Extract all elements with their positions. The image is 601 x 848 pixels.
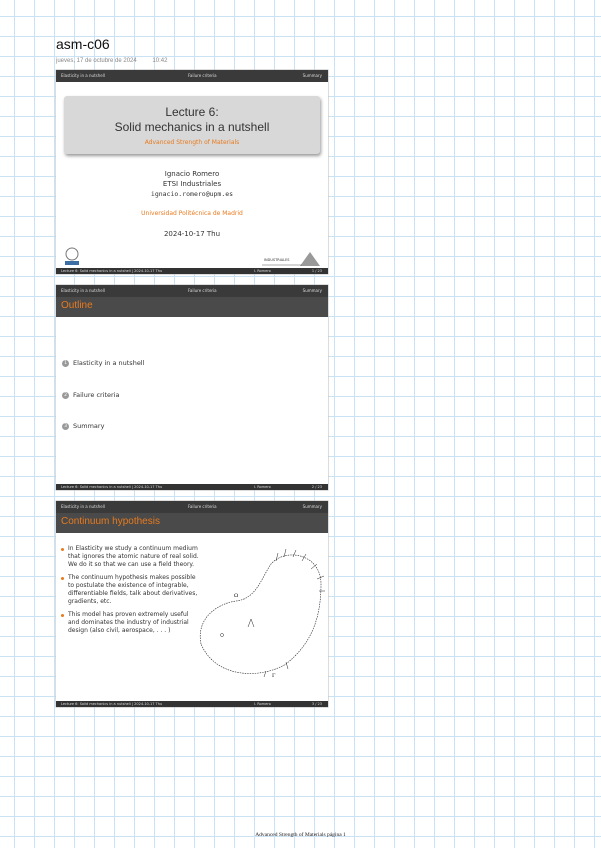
nav-summary[interactable]: Summary bbox=[302, 288, 322, 293]
outline-item[interactable] bbox=[62, 359, 144, 367]
nav-elasticity[interactable]: Elasticity in a nutshell bbox=[61, 504, 105, 509]
note-time: 10:42 bbox=[152, 58, 168, 64]
author-email: ignacio.romero@upm.es bbox=[150, 190, 234, 198]
slide-footer bbox=[56, 701, 328, 707]
course-subtitle: Advanced Strength of Materials bbox=[144, 139, 240, 146]
page-footer: Advanced Strength of Materials página 1 bbox=[255, 832, 346, 838]
nav-failure[interactable]: Failure criteria bbox=[188, 288, 217, 293]
slide-title bbox=[56, 70, 328, 274]
nav-failure[interactable]: Failure criteria bbox=[188, 73, 217, 78]
svg-text:Γ: Γ bbox=[272, 673, 276, 679]
footer-author: I. Romero bbox=[254, 702, 271, 706]
outline-label: Elasticity in a nutshell bbox=[73, 359, 145, 367]
bullet-item: The continuum hypothesis makes possible to postulate the existence of integrable, differentiable fields, talk about derivatives, gradients, etc. bbox=[60, 574, 200, 606]
slide-outline bbox=[56, 285, 328, 490]
institution: ETSI Industriales bbox=[162, 180, 222, 188]
industriales-logo-icon bbox=[262, 250, 322, 268]
svg-text:Ω: Ω bbox=[234, 593, 239, 599]
footer-author: I. Romero bbox=[254, 269, 271, 273]
bullet-item: This model has proven extremely useful and dominates the industry of industrial design (also civil, aerospace, . . . ) bbox=[60, 611, 200, 635]
frame-title-bar bbox=[56, 513, 328, 533]
slide-nav-bar bbox=[56, 285, 328, 297]
footer-page: 2 / 23 bbox=[311, 485, 322, 489]
slide-nav-bar bbox=[56, 70, 328, 82]
slide-footer bbox=[56, 268, 328, 274]
frame-title: Continuum hypothesis bbox=[61, 516, 160, 527]
university: Universidad Politécnica de Madrid bbox=[141, 210, 243, 217]
footer-title: Lecture 6: Solid mechanics in a nutshell | 2024-10-17 Thu bbox=[61, 269, 163, 273]
outline-number: 3 bbox=[62, 423, 69, 430]
bullet-item: In Elasticity we study a continuum medium that ignores the atomic nature of real solid. We do it so that we can use a field theory. bbox=[60, 545, 200, 569]
title-box bbox=[64, 96, 320, 154]
author-name: Ignacio Romero bbox=[164, 170, 220, 178]
industriales-logo-text: INDUSTRIALES bbox=[264, 258, 290, 262]
nav-summary[interactable]: Summary bbox=[302, 73, 322, 78]
outline-number: 1 bbox=[62, 360, 69, 367]
footer-page: 3 / 23 bbox=[311, 702, 322, 706]
upm-logo-icon bbox=[64, 247, 80, 267]
bullet-list bbox=[60, 545, 200, 640]
note-title: asm-c06 bbox=[56, 36, 110, 52]
outline-label: Summary bbox=[73, 422, 105, 430]
nav-elasticity[interactable]: Elasticity in a nutshell bbox=[61, 288, 105, 293]
footer-title: Lecture 6: Solid mechanics in a nutshell | 2024-10-17 Thu bbox=[61, 485, 163, 489]
slide-nav-bar bbox=[56, 501, 328, 513]
footer-author: I. Romero bbox=[254, 485, 271, 489]
lecture-number: Lecture 6: bbox=[165, 105, 219, 119]
nav-elasticity[interactable]: Elasticity in a nutshell bbox=[61, 73, 105, 78]
nav-summary[interactable]: Summary bbox=[302, 504, 322, 509]
footer-title: Lecture 6: Solid mechanics in a nutshell | 2024-10-17 Thu bbox=[61, 702, 163, 706]
note-date: jueves, 17 de octubre de 2024 bbox=[56, 58, 137, 64]
frame-title: Outline bbox=[61, 300, 93, 311]
outline-label: Failure criteria bbox=[73, 391, 120, 399]
lecture-date: 2024-10-17 Thu bbox=[163, 230, 221, 238]
slide-footer bbox=[56, 484, 328, 490]
outline-item[interactable] bbox=[62, 422, 104, 430]
outline-number: 2 bbox=[62, 392, 69, 399]
frame-title-bar bbox=[56, 297, 328, 317]
continuum-body-diagram bbox=[196, 549, 326, 689]
outline-item[interactable] bbox=[62, 391, 120, 399]
nav-failure[interactable]: Failure criteria bbox=[188, 504, 217, 509]
lecture-title: Solid mechanics in a nutshell bbox=[114, 120, 270, 134]
footer-page: 1 / 23 bbox=[311, 269, 322, 273]
note-meta bbox=[56, 58, 181, 64]
slide-continuum bbox=[56, 501, 328, 707]
